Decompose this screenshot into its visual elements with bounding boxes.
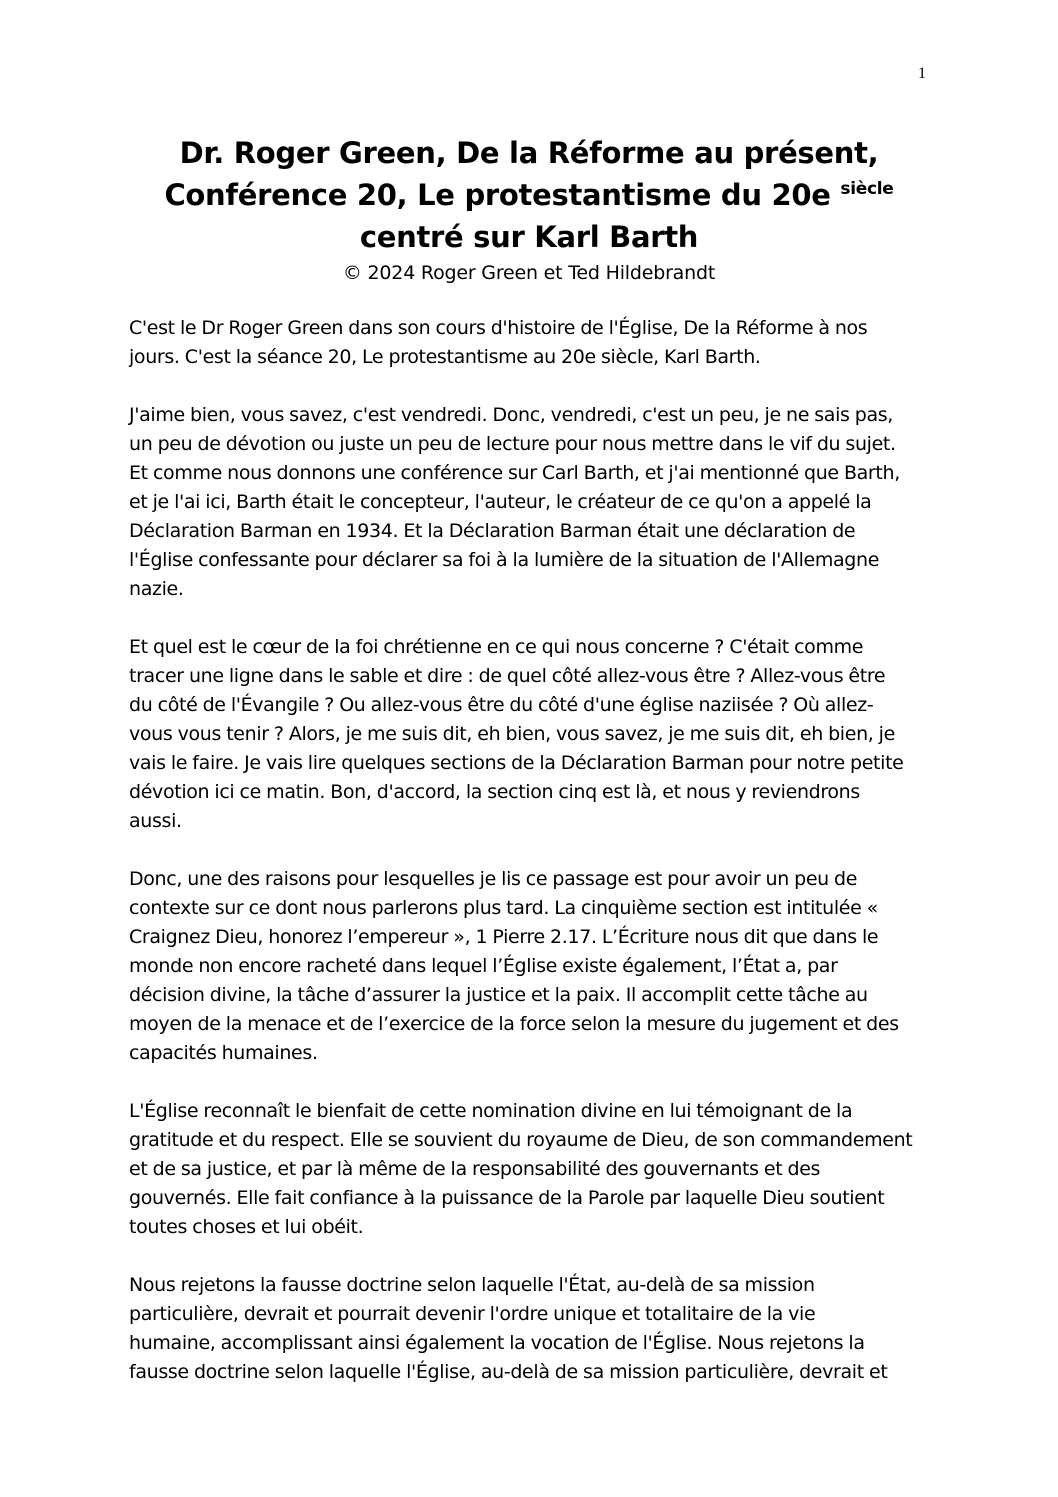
text-line: l'Église confessante pour déclarer sa foi à la lumière de la situation de l'Allemagne (129, 549, 880, 571)
paragraph (129, 633, 929, 836)
paragraph (129, 1271, 929, 1387)
text-line: et de sa justice, et par là même de la responsabilité des gouvernants et des (129, 1158, 821, 1180)
paragraph (129, 1097, 929, 1242)
text-line: moyen de la menace et de l’exercice de la force selon la mesure du jugement et des (129, 1013, 899, 1035)
text-line: du côté de l'Évangile ? Ou allez-vous être du côté d'une église naziisée ? Où allez- (129, 694, 874, 716)
text-line: vais le faire. Je vais lire quelques sections de la Déclaration Barman pour notre petite (129, 752, 904, 774)
text-line: gouvernés. Elle fait confiance à la puissance de la Parole par laquelle Dieu soutient (129, 1187, 885, 1209)
text-line: un peu de dévotion ou juste un peu de lecture pour nous mettre dans le vif du sujet. (129, 433, 896, 455)
title-line-2 (100, 174, 958, 216)
text-line: décision divine, la tâche d’assurer la justice et la paix. Il accomplit cette tâche au (129, 984, 868, 1006)
text-line: Et comme nous donnons une conférence sur Carl Barth, et j'ai mentionné que Barth, (129, 462, 900, 484)
document-header (100, 132, 958, 286)
text-line: Nous rejetons la fausse doctrine selon laquelle l'État, au-delà de sa mission (129, 1274, 815, 1296)
text-line: et je l'ai ici, Barth était le concepteur, l'auteur, le créateur de ce qu'on a appelé la (129, 491, 872, 513)
text-line: gratitude et du respect. Elle se souvient du royaume de Dieu, de son commandement (129, 1129, 913, 1151)
text-line: fausse doctrine selon laquelle l'Église, au-delà de sa mission particulière, devrait et (129, 1361, 888, 1383)
text-line: nazie. (129, 578, 184, 600)
text-line: aussi. (129, 810, 182, 832)
text-line: J'aime bien, vous savez, c'est vendredi. Donc, vendredi, c'est un peu, je ne sais pas, (129, 404, 893, 426)
title-superscript: siècle (840, 179, 894, 199)
paragraph (129, 401, 929, 604)
text-line: capacités humaines. (129, 1042, 318, 1064)
text-line: dévotion ici ce matin. Bon, d'accord, la section cinq est là, et nous y reviendrons (129, 781, 860, 803)
text-line: toutes choses et lui obéit. (129, 1216, 364, 1238)
text-line: Et quel est le cœur de la foi chrétienne en ce qui nous concerne ? C'était comme (129, 636, 864, 658)
text-line: tracer une ligne dans le sable et dire : de quel côté allez-vous être ? Allez-vous être (129, 665, 886, 687)
title-line-3: centré sur Karl Barth (359, 220, 699, 254)
text-line: Donc, une des raisons pour lesquelles je lis ce passage est pour avoir un peu de (129, 868, 858, 890)
copyright-line: © 2024 Roger Green et Ted Hildebrandt (342, 262, 716, 284)
page-number: 1 (918, 65, 926, 82)
paragraph (129, 865, 929, 1068)
text-line: contexte sur ce dont nous parlerons plus tard. La cinquième section est intitulée « (129, 897, 878, 919)
text-line: L'Église reconnaît le bienfait de cette nomination divine en lui témoignant de la (129, 1100, 853, 1122)
title-line-1: Dr. Roger Green, De la Réforme au présent, (179, 136, 879, 170)
document-body (129, 314, 929, 1416)
text-line: Déclaration Barman en 1934. Et la Déclaration Barman était une déclaration de (129, 520, 856, 542)
text-line: humaine, accomplissant ainsi également la vocation de l'Église. Nous rejetons la (129, 1332, 865, 1354)
paragraph (129, 314, 929, 372)
text-line: jours. C'est la séance 20, Le protestantisme au 20e siècle, Karl Barth. (129, 346, 761, 368)
title-line-2-text: Conférence 20, Le protestantisme du 20e (164, 178, 841, 212)
text-line: vous vous tenir ? Alors, je me suis dit, eh bien, vous savez, je me suis dit, eh bien, je (129, 723, 895, 745)
text-line: C'est le Dr Roger Green dans son cours d'histoire de l'Église, De la Réforme à nos (129, 317, 868, 339)
text-line: particulière, devrait et pourrait devenir l'ordre unique et totalitaire de la vie (129, 1303, 816, 1325)
text-line: monde non encore racheté dans lequel l’Église existe également, l’État a, par (129, 955, 838, 977)
text-line: Craignez Dieu, honorez l’empereur », 1 Pierre 2.17. L’Écriture nous dit que dans le (129, 926, 879, 948)
